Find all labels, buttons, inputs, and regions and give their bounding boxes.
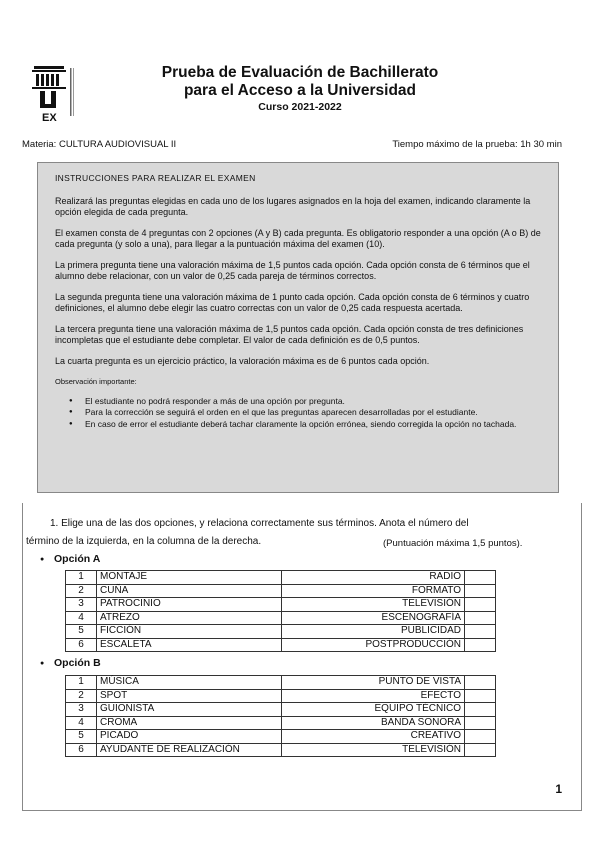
answer-cell[interactable] bbox=[465, 716, 496, 730]
title-line-1: Prueba de Evaluación de Bachillerato bbox=[161, 64, 439, 81]
observation-item: ● En caso de error el estudiante deberá tachar claramente la opción errónea, siendo corregida la opción no tachada. bbox=[85, 419, 547, 430]
table-row bbox=[66, 703, 496, 717]
right-term: POSTPRODUCCIÓN bbox=[282, 638, 465, 652]
time-label: Tiempo máximo de la prueba: 1h 30 min bbox=[392, 139, 562, 150]
right-term: EQUIPO TÉCNICO bbox=[282, 703, 465, 717]
left-term: ATREZO bbox=[97, 611, 282, 625]
row-number: 1 bbox=[66, 571, 97, 585]
subject-label: Materia: CULTURA AUDIOVISUAL II bbox=[22, 139, 177, 150]
table-row bbox=[66, 743, 496, 757]
row-number: 5 bbox=[66, 625, 97, 639]
row-number: 3 bbox=[66, 703, 97, 717]
option-a-label bbox=[40, 553, 100, 565]
observation-list bbox=[55, 396, 547, 430]
row-number: 5 bbox=[66, 730, 97, 744]
question-1-text-cont: término de la izquierda, en la columna de la derecha. bbox=[26, 536, 262, 547]
row-number: 4 bbox=[66, 716, 97, 730]
row-number: 6 bbox=[66, 743, 97, 757]
row-number: 3 bbox=[66, 598, 97, 612]
observation-label: Observación importante: bbox=[55, 377, 137, 386]
table-row bbox=[66, 716, 496, 730]
question-1-score: (Puntuación máxima 1,5 puntos). bbox=[383, 538, 523, 549]
table-row bbox=[66, 625, 496, 639]
row-number: 6 bbox=[66, 638, 97, 652]
left-term: ESCALETA bbox=[97, 638, 282, 652]
right-term: TELEVISIÓN bbox=[282, 743, 465, 757]
right-term: BANDA SONORA bbox=[282, 716, 465, 730]
answer-cell[interactable] bbox=[465, 730, 496, 744]
right-term: PUNTO DE VISTA bbox=[282, 676, 465, 690]
left-term: MÚSICA bbox=[97, 676, 282, 690]
table-row bbox=[66, 689, 496, 703]
bullet-icon: ● bbox=[40, 555, 45, 563]
right-term: PUBLICIDAD bbox=[282, 625, 465, 639]
table-row bbox=[66, 730, 496, 744]
instruction-paragraph: Realizará las preguntas elegidas en cada uno de los lugares asignados en la hoja del examen, indicando claramente la opción elegida de cada pregunta. bbox=[55, 195, 531, 217]
left-term: PICADO bbox=[97, 730, 282, 744]
table-row bbox=[66, 676, 496, 690]
question-section bbox=[22, 503, 582, 811]
row-number: 1 bbox=[66, 676, 97, 690]
left-term: SPOT bbox=[97, 689, 282, 703]
answer-cell[interactable] bbox=[465, 598, 496, 612]
observation-item: ● Para la corrección se seguirá el orden en el que las preguntas aparecen desarrolladas por el estudiante. bbox=[85, 407, 547, 418]
right-term: ESCENOGRAFÍA bbox=[282, 611, 465, 625]
right-term: FORMATO bbox=[282, 584, 465, 598]
instruction-paragraph: La primera pregunta tiene una valoración máxima de 1,5 puntos cada opción. Cada opción consta de 6 términos que el alumno debe relacionar, con un valor de 0,25 cada pareja de términos correctos. bbox=[55, 259, 530, 281]
svg-text:EX: EX bbox=[42, 112, 57, 124]
bullet-icon: ● bbox=[40, 659, 45, 667]
answer-cell[interactable] bbox=[465, 611, 496, 625]
left-term: MONTAJE bbox=[97, 571, 282, 585]
answer-cell[interactable] bbox=[465, 689, 496, 703]
right-term: CREATIVO bbox=[282, 730, 465, 744]
instructions-heading: INSTRUCCIONES PARA REALIZAR EL EXAMEN bbox=[55, 173, 256, 183]
course-label: Curso 2021-2022 bbox=[258, 101, 342, 113]
table-row bbox=[66, 638, 496, 652]
answer-cell[interactable] bbox=[465, 625, 496, 639]
row-number: 2 bbox=[66, 584, 97, 598]
left-term: GUIONISTA bbox=[97, 703, 282, 717]
answer-cell[interactable] bbox=[465, 703, 496, 717]
right-term: RADIO bbox=[282, 571, 465, 585]
option-b-label bbox=[40, 657, 101, 669]
answer-cell[interactable] bbox=[465, 571, 496, 585]
answer-cell[interactable] bbox=[465, 584, 496, 598]
option-b-table bbox=[65, 675, 496, 757]
right-term: TELEVISIÓN bbox=[282, 598, 465, 612]
title-line-2: para el Acceso a la Universidad bbox=[183, 82, 417, 99]
table-row bbox=[66, 584, 496, 598]
answer-cell[interactable] bbox=[465, 676, 496, 690]
answer-cell[interactable] bbox=[465, 638, 496, 652]
instruction-paragraph: La cuarta pregunta es un ejercicio práctico, la valoración máxima es de 6 puntos cada opción. bbox=[55, 355, 430, 366]
row-number: 2 bbox=[66, 689, 97, 703]
right-term: EFECTO bbox=[282, 689, 465, 703]
instruction-paragraph: La tercera pregunta tiene una valoración máxima de 1,5 puntos cada opción. Cada opción consta de tres definiciones incompletas que el estudiante debe completar. El valor de cada definición es de 0,5 puntos. bbox=[55, 323, 524, 345]
page-number: 1 bbox=[555, 782, 562, 796]
table-row bbox=[66, 598, 496, 612]
observation-item: ● El estudiante no podrá responder a más de una opción por pregunta. bbox=[85, 396, 547, 407]
left-term: FICCIÓN bbox=[97, 625, 282, 639]
row-number: 4 bbox=[66, 611, 97, 625]
instruction-paragraph: La segunda pregunta tiene una valoración máxima de 1 punto cada opción. Cada opción consta de 6 términos y cuatro definiciones, el alumno debe elegir las cuatro correctas con un valor de 0,25 cada respuesta acertada. bbox=[55, 291, 530, 313]
left-term: AYUDANTE DE REALIZACIÓN bbox=[97, 743, 282, 757]
instruction-paragraph: El examen consta de 4 preguntas con 2 opciones (A y B) cada pregunta. Es obligatorio responder a una opción (A o B) de cada pregunta (y solo a una), para llegar a la puntuación máxima del examen (10). bbox=[55, 227, 541, 249]
left-term: PATROCINIO bbox=[97, 598, 282, 612]
option-a-table bbox=[65, 570, 496, 652]
answer-cell[interactable] bbox=[465, 743, 496, 757]
left-term: CROMA bbox=[97, 716, 282, 730]
option-b-text: Opción B bbox=[54, 657, 101, 669]
table-row bbox=[66, 571, 496, 585]
instructions-box bbox=[37, 162, 559, 493]
table-row bbox=[66, 611, 496, 625]
question-1-text: 1. Elige una de las dos opciones, y relaciona correctamente sus términos. Anota el número del bbox=[50, 518, 469, 529]
left-term: CUÑA bbox=[97, 584, 282, 598]
option-a-text: Opción A bbox=[54, 553, 101, 565]
